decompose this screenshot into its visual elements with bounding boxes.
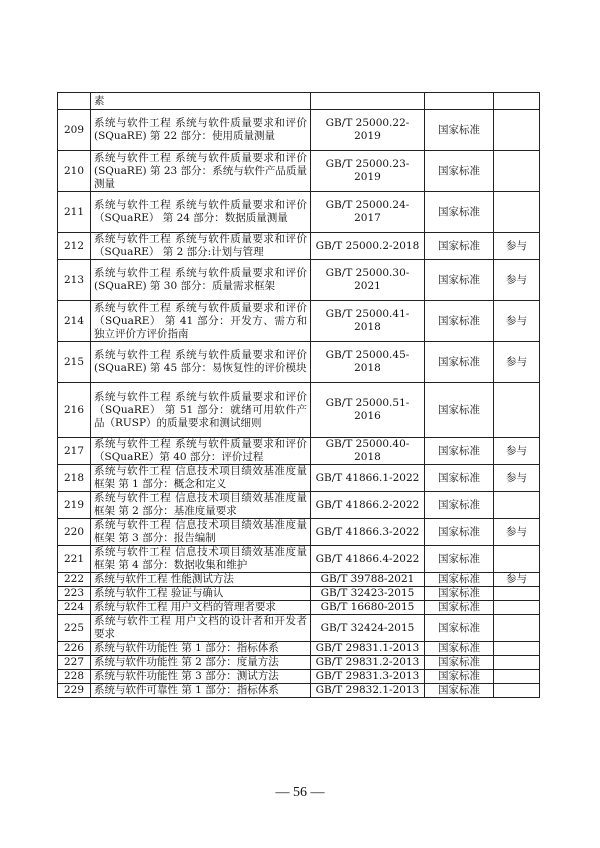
standard-code: GB/T 41866.3-2022 [311,519,425,546]
table-row [58,192,540,233]
standard-name: 系统与软件工程 系统与软件质量要求和评价(SQuaRE) 第 22 部分：使用质量测量 [91,110,311,151]
participation: 参与 [494,260,540,301]
table-row [58,546,540,573]
row-number: 212 [58,233,91,260]
standard-name: 系统与软件工程 验证与确认 [91,587,311,601]
standard-name: 系统与软件功能性 第 3 部分：测试方法 [91,670,311,684]
participation: 参与 [494,465,540,492]
participation: 参与 [494,342,540,383]
standard-code: GB/T 25000.45-2018 [311,342,425,383]
standard-type: 国家标准 [425,438,494,465]
table-row [58,492,540,519]
row-number: 218 [58,465,91,492]
participation [494,656,540,670]
standard-code: GB/T 29832.1-2013 [311,684,425,698]
table-row [58,383,540,438]
standard-type: 国家标准 [425,110,494,151]
row-number: 227 [58,656,91,670]
standard-code: GB/T 25000.41-2018 [311,301,425,342]
participation [494,110,540,151]
row-number: 219 [58,492,91,519]
participation: 参与 [494,438,540,465]
table-row [58,260,540,301]
standard-name: 系统与软件工程 信息技术项目绩效基准度量框架 第 3 部分：报告编制 [91,519,311,546]
standard-type: 国家标准 [425,151,494,192]
row-number [58,93,91,110]
row-number: 226 [58,642,91,656]
standard-code: GB/T 41866.4-2022 [311,546,425,573]
participation [494,642,540,656]
participation [494,192,540,233]
row-number: 223 [58,587,91,601]
standard-code: GB/T 25000.51-2016 [311,383,425,438]
standard-code: GB/T 25000.30-2021 [311,260,425,301]
table-row [58,670,540,684]
standard-type: 国家标准 [425,656,494,670]
row-number: 224 [58,601,91,615]
participation [494,93,540,110]
participation [494,615,540,642]
standard-code: GB/T 16680-2015 [311,601,425,615]
standard-name: 系统与软件工程 系统与软件质量要求和评价(SQuaRE) 第 45 部分：易恢复性的评价模块 [91,342,311,383]
participation: 参与 [494,233,540,260]
table-row [58,342,540,383]
row-number: 216 [58,383,91,438]
table-row [58,519,540,546]
standard-code: GB/T 41866.1-2022 [311,465,425,492]
standard-code: GB/T 41866.2-2022 [311,492,425,519]
standard-name: 系统与软件工程 性能测试方法 [91,573,311,587]
standard-type: 国家标准 [425,260,494,301]
row-number: 221 [58,546,91,573]
standard-type: 国家标准 [425,519,494,546]
row-number: 225 [58,615,91,642]
standard-name: 系统与软件工程 系统与软件质量要求和评价(SQuaRE) 第 30 部分：质量需求框架 [91,260,311,301]
standard-type: 国家标准 [425,465,494,492]
standard-type: 国家标准 [425,615,494,642]
standard-name: 系统与软件工程 系统与软件质量要求和评价（SQuaRE）第 40 部分：评价过程 [91,438,311,465]
standard-name: 系统与软件工程 系统与软件质量要求和评价（SQuaRE） 第 24 部分：数据质量测量 [91,192,311,233]
standard-type: 国家标准 [425,642,494,656]
standard-code [311,93,425,110]
participation [494,492,540,519]
table-row [58,438,540,465]
standard-type: 国家标准 [425,301,494,342]
standard-code: GB/T 39788-2021 [311,573,425,587]
standard-code: GB/T 29831.3-2013 [311,670,425,684]
table-row [58,615,540,642]
standard-name: 系统与软件功能性 第 2 部分：度量方法 [91,656,311,670]
participation [494,670,540,684]
standard-type: 国家标准 [425,233,494,260]
row-number: 209 [58,110,91,151]
row-number: 214 [58,301,91,342]
row-number: 228 [58,670,91,684]
standard-name: 系统与软件工程 用户文档的设计者和开发者要求 [91,615,311,642]
table-row [58,301,540,342]
standard-name: 系统与软件工程 系统与软件质量要求和评价(SQuaRE) 第 23 部分：系统与软件产品质量测量 [91,151,311,192]
standard-code: GB/T 32424-2015 [311,615,425,642]
participation [494,601,540,615]
participation [494,383,540,438]
participation: 参与 [494,301,540,342]
standard-name: 系统与软件可靠性 第 1 部分：指标体系 [91,684,311,698]
standard-code: GB/T 32423-2015 [311,587,425,601]
participation [494,684,540,698]
row-number: 229 [58,684,91,698]
standard-type: 国家标准 [425,601,494,615]
participation [494,546,540,573]
participation: 参与 [494,573,540,587]
standards-table [57,92,540,698]
row-number: 222 [58,573,91,587]
participation [494,587,540,601]
standard-type: 国家标准 [425,573,494,587]
standard-name: 系统与软件工程 信息技术项目绩效基准度量框架 第 4 部分：数据收集和维护 [91,546,311,573]
table-row [58,233,540,260]
standard-name: 系统与软件工程 系统与软件质量要求和评价（SQuaRE） 第 41 部分：开发方、需方和独立评价方评价指南 [91,301,311,342]
standard-name: 素 [91,93,311,110]
standard-code: GB/T 25000.24-2017 [311,192,425,233]
standard-name: 系统与软件工程 系统与软件质量要求和评价（SQuaRE） 第 2 部分:计划与管理 [91,233,311,260]
table-row [58,656,540,670]
table-row [58,642,540,656]
standard-type: 国家标准 [425,492,494,519]
standard-name: 系统与软件工程 系统与软件质量要求和评价（SQuaRE） 第 51 部分：就绪可用软件产品（RUSP）的质量要求和测试细则 [91,383,311,438]
row-number: 217 [58,438,91,465]
standard-type: 国家标准 [425,342,494,383]
standard-name: 系统与软件功能性 第 1 部分：指标体系 [91,642,311,656]
standard-type: 国家标准 [425,192,494,233]
page-number: — 56 — [275,785,325,800]
row-number: 211 [58,192,91,233]
standard-type [425,93,494,110]
table-row [58,151,540,192]
participation: 参与 [494,519,540,546]
table-row [58,465,540,492]
table-row [58,684,540,698]
row-number: 210 [58,151,91,192]
standard-code: GB/T 29831.1-2013 [311,642,425,656]
table-row [58,93,540,110]
row-number: 215 [58,342,91,383]
table-row [58,573,540,587]
standard-code: GB/T 25000.40-2018 [311,438,425,465]
standard-type: 国家标准 [425,383,494,438]
standard-type: 国家标准 [425,587,494,601]
participation [494,151,540,192]
standard-type: 国家标准 [425,546,494,573]
standard-code: GB/T 25000.2-2018 [311,233,425,260]
standard-name: 系统与软件工程 信息技术项目绩效基准度量框架 第 2 部分：基准度量要求 [91,492,311,519]
row-number: 213 [58,260,91,301]
standard-type: 国家标准 [425,684,494,698]
table-row [58,601,540,615]
table-row [58,110,540,151]
row-number: 220 [58,519,91,546]
standard-name: 系统与软件工程 用户文档的管理者要求 [91,601,311,615]
standard-name: 系统与软件工程 信息技术项目绩效基准度量框架 第 1 部分：概念和定义 [91,465,311,492]
standard-type: 国家标准 [425,670,494,684]
standard-code: GB/T 29831.2-2013 [311,656,425,670]
standard-code: GB/T 25000.23-2019 [311,151,425,192]
table-row [58,587,540,601]
standard-code: GB/T 25000.22-2019 [311,110,425,151]
